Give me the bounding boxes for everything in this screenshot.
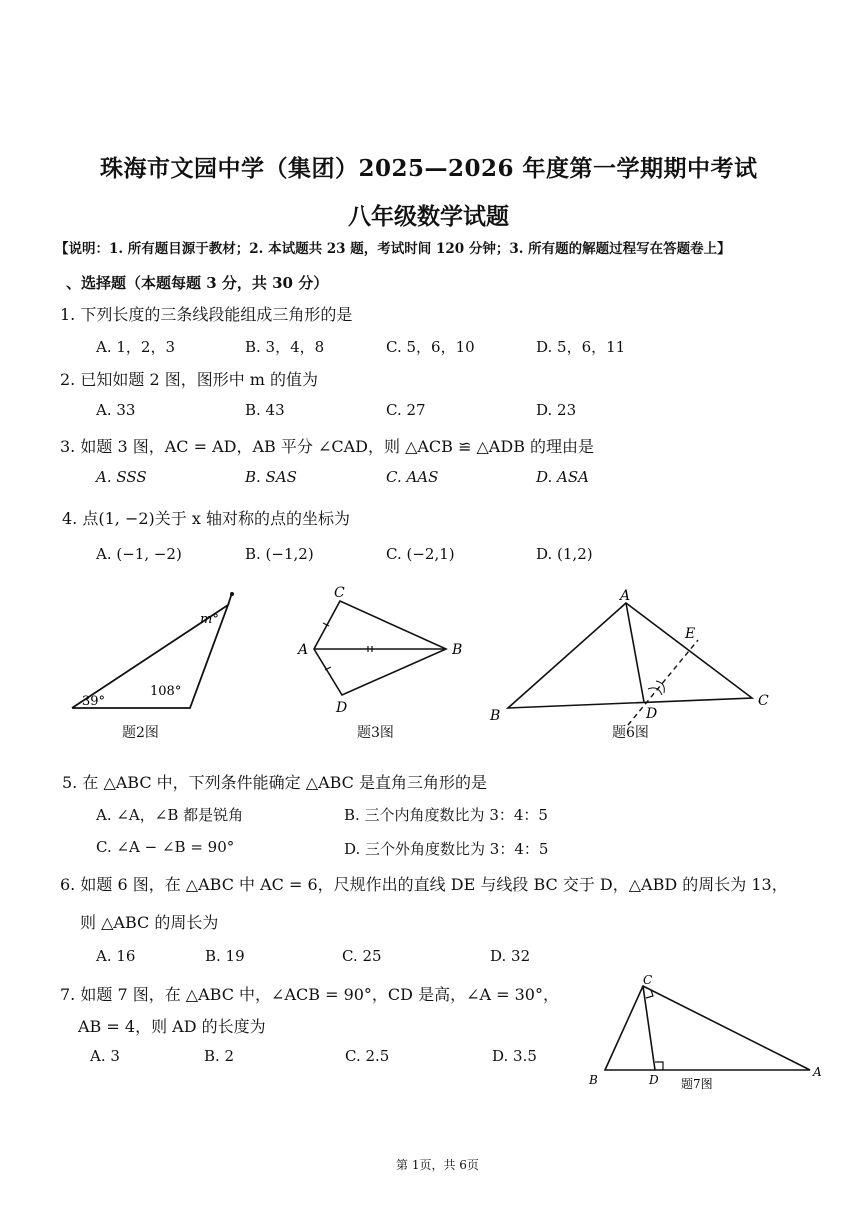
question-3-option-c: C. AAS [386, 468, 439, 486]
exam-subtitle: 八年级数学试题 [348, 203, 509, 230]
question-5-option-d: D. 三个外角度数比为 3：4：5 [344, 840, 549, 858]
figure-6-label-b: B [490, 708, 501, 724]
question-5-option-a: A. ∠A，∠B 都是锐角 [96, 806, 244, 824]
question-2-option-d: D. 23 [536, 401, 577, 419]
question-6-option-a: A. 16 [96, 947, 136, 965]
question-6-stem: 6. 如题 6 图，在 △ABC 中 AC = 6，尺规作出的直线 DE 与线段 BC 交于 D，△ABD 的周长为 13， [60, 875, 788, 894]
figure-7-right-angle-mark-d [655, 1062, 663, 1070]
figure-2-arrow-dot [230, 592, 234, 596]
question-4-option-d: D. (1,2) [536, 545, 593, 563]
question-6-option-d: D. 32 [490, 947, 531, 965]
section-heading-multiple-choice: 、选择题（本题每题 3 分，共 30 分） [66, 274, 329, 292]
figure-6-label-a: A [620, 588, 631, 604]
question-6-option-c: C. 25 [342, 947, 382, 965]
question-7-option-c: C. 2.5 [345, 1047, 390, 1065]
question-6-stem-continued: 则 △ABC 的周长为 [80, 913, 219, 932]
question-2-stem: 2. 已知如题 2 图，图形中 m 的值为 [60, 370, 319, 389]
figure-6-label-d: D [646, 706, 658, 722]
figure-2-angle-39: 39° [82, 694, 106, 709]
question-4-stem: 4. 点(1, −2)关于 x 轴对称的点的坐标为 [62, 509, 350, 528]
question-7-option-b: B. 2 [204, 1047, 235, 1065]
figure-7-right-triangle [585, 972, 830, 1097]
exam-instructions: 【说明：1. 所有题目源于教材；2. 本试题共 23 题，考试时间 120 分钟；3. 所有题的解题过程写在答题卷上】 [55, 241, 731, 257]
figure-6-perpendicular-bisector-de [628, 640, 698, 725]
figure-7-right-angle-mark-c [646, 990, 653, 998]
question-5-option-b: B. 三个内角度数比为 3：4：5 [344, 806, 548, 824]
question-1-option-d: D. 5，6，11 [536, 338, 626, 356]
figure-3-quadrilateral [314, 601, 446, 695]
question-1-option-a: A. 1，2，3 [96, 338, 175, 356]
figure-6-triangle [480, 585, 780, 735]
question-2-option-b: B. 43 [245, 401, 285, 419]
question-2-option-c: C. 27 [386, 401, 426, 419]
figure-3-caption: 题3图 [357, 725, 394, 741]
question-7-stem: 7. 如题 7 图，在 △ABC 中，∠ACB = 90°，CD 是高，∠A = 30°， [60, 985, 559, 1004]
figure-2-angle-108: 108° [150, 684, 182, 699]
question-4-option-b: B. (−1,2) [245, 545, 314, 563]
question-3-option-b: B. SAS [245, 468, 297, 486]
question-4-option-a: A. (−1, −2) [96, 545, 182, 563]
question-2-option-a: A. 33 [96, 401, 136, 419]
figure-6-arc-1 [648, 688, 662, 695]
figure-7-label-c: C [643, 973, 653, 987]
figure-3-kite [290, 583, 480, 723]
figure-2-triangle [60, 585, 250, 745]
figure-6-segment-ad [626, 603, 644, 702]
question-3-option-d: D. ASA [536, 468, 589, 486]
figure-2-caption: 题2图 [122, 725, 159, 741]
exam-title: 珠海市文园中学（集团）2025—2026 年度第一学期期中考试 [100, 155, 758, 182]
figure-7-label-d: D [649, 1073, 659, 1087]
question-5-option-c: C. ∠A − ∠B = 90° [96, 838, 235, 856]
figure-7-caption: 题7图 [681, 1077, 713, 1091]
figure-2-angle-m: m° [200, 612, 219, 627]
figure-3-label-a: A [298, 642, 309, 658]
figure-7-label-b: B [589, 1073, 598, 1087]
question-1-option-c: C. 5，6，10 [386, 338, 475, 356]
question-1-option-b: B. 3，4，8 [245, 338, 325, 356]
figure-7-label-a: A [813, 1065, 822, 1079]
question-4-option-c: C. (−2,1) [386, 545, 455, 563]
question-3-option-a: A. SSS [96, 468, 147, 486]
figure-3-label-c: C [334, 585, 345, 601]
question-5-stem: 5. 在 △ABC 中，下列条件能确定 △ABC 是直角三角形的是 [62, 773, 488, 792]
question-7-option-d: D. 3.5 [492, 1047, 537, 1065]
page-number: 第 1页，共 6页 [396, 1158, 479, 1172]
figure-6-label-e: E [685, 626, 696, 642]
figure-6-label-c: C [758, 693, 769, 709]
figure-7-altitude-cd [643, 986, 655, 1070]
question-7-stem-continued: AB = 4，则 AD 的长度为 [78, 1017, 266, 1036]
question-6-option-b: B. 19 [205, 947, 245, 965]
question-1-stem: 1. 下列长度的三条线段能组成三角形的是 [60, 305, 353, 324]
figure-3-label-d: D [336, 700, 348, 716]
figure-6-caption: 题6图 [612, 725, 649, 741]
figure-6-triangle-abc [508, 603, 752, 708]
question-3-stem: 3. 如题 3 图，AC = AD，AB 平分 ∠CAD，则 △ACB ≌ △ADB 的理由是 [60, 437, 595, 456]
figure-7-triangle-abc [605, 986, 810, 1070]
question-7-option-a: A. 3 [90, 1047, 120, 1065]
figure-3-label-b: B [452, 642, 463, 658]
